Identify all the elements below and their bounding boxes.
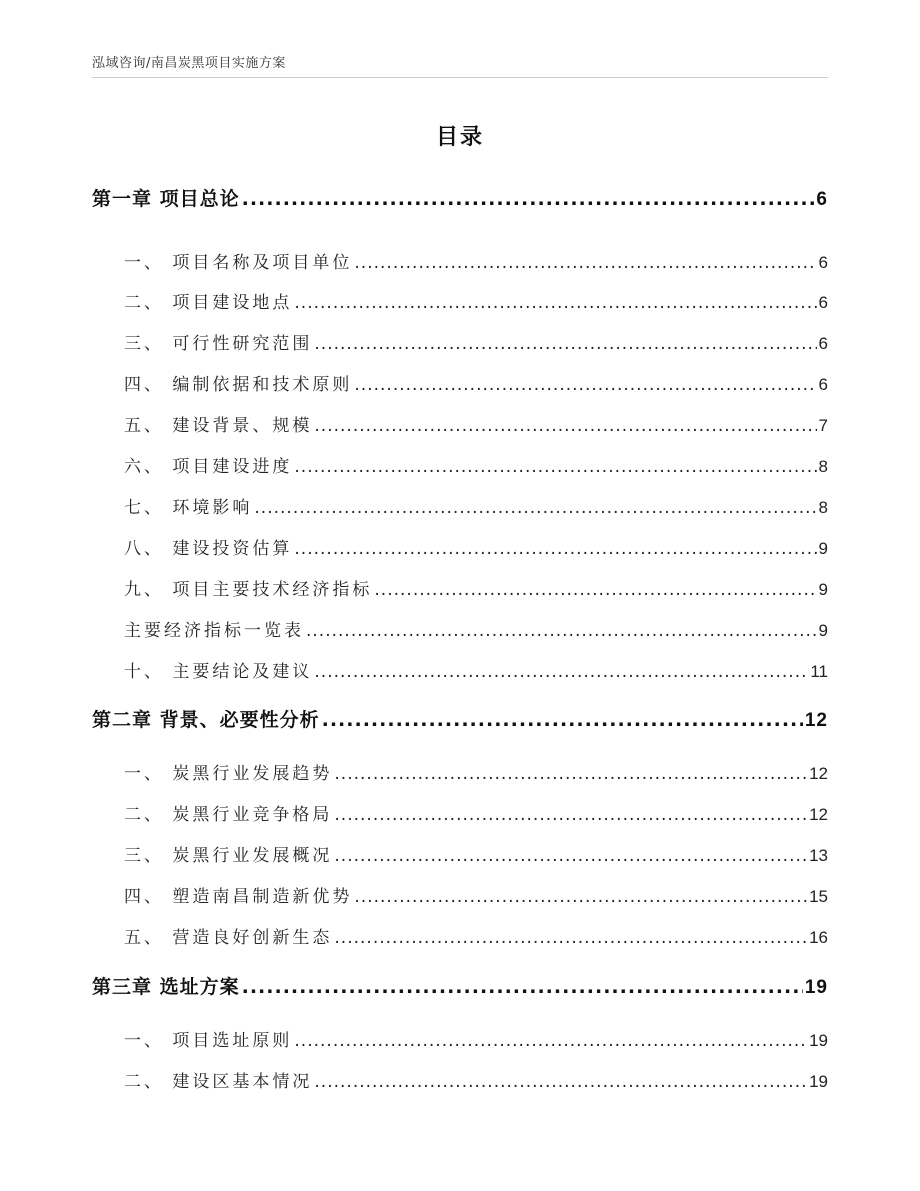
- dot-leader: [314, 334, 816, 354]
- toc-entry-label: 五、 建设背景、规模: [124, 416, 313, 436]
- toc-entry-label: 七、 环境影响: [124, 498, 253, 518]
- toc-entry-label: 二、 项目建设地点: [124, 293, 293, 313]
- toc-page-number: 19: [804, 977, 828, 998]
- dot-leader: [354, 375, 816, 395]
- dot-leader: [254, 498, 816, 518]
- toc-section-2-5[interactable]: [124, 923, 828, 948]
- toc-page-number: 6: [818, 334, 828, 353]
- toc-page-number: 6: [816, 189, 828, 210]
- dot-leader: [374, 580, 816, 600]
- toc-section-1-8[interactable]: [124, 534, 828, 559]
- toc-page-number: 6: [818, 253, 828, 272]
- toc-entry-label: 四、 塑造南昌制造新优势: [124, 887, 353, 907]
- toc-entry-label: 二、 炭黑行业竞争格局: [124, 805, 333, 825]
- dot-leader: [334, 846, 807, 866]
- toc-section-2-3[interactable]: [124, 841, 828, 866]
- toc-entry-label: 六、 项目建设进度: [124, 457, 293, 477]
- toc-page-number: 9: [818, 539, 828, 558]
- toc-page-number: 9: [818, 621, 828, 640]
- toc-entry-label: 一、 项目名称及项目单位: [124, 253, 353, 273]
- toc-entry-label: 三、 可行性研究范围: [124, 334, 313, 354]
- dot-leader: [314, 662, 808, 682]
- toc-entry-label: 一、 炭黑行业发展趋势: [124, 764, 333, 784]
- dot-leader: [322, 709, 803, 731]
- toc-entry-label: 二、 建设区基本情况: [124, 1072, 313, 1092]
- toc-section-3-2[interactable]: [124, 1067, 828, 1092]
- dot-leader: [294, 1031, 807, 1051]
- dot-leader: [242, 976, 803, 998]
- toc-page-number: 19: [809, 1031, 828, 1050]
- dot-leader: [294, 293, 816, 313]
- toc-entry-label: 八、 建设投资估算: [124, 539, 293, 559]
- dot-leader: [314, 1072, 807, 1092]
- dot-leader: [294, 457, 816, 477]
- toc-entry-label: 第一章 项目总论: [92, 188, 240, 210]
- toc-page-number: 16: [809, 928, 828, 947]
- dot-leader: [334, 928, 807, 948]
- toc-entry-label: 十、 主要结论及建议: [124, 662, 313, 682]
- toc-page-number: 12: [809, 805, 828, 824]
- toc-page-number: 7: [818, 416, 828, 435]
- dot-leader: [242, 188, 815, 210]
- dot-leader: [334, 805, 807, 825]
- toc-entry-label: 五、 营造良好创新生态: [124, 928, 333, 948]
- toc-page-number: 12: [809, 764, 828, 783]
- toc-section-2-2[interactable]: [124, 800, 828, 825]
- toc-section-1-4[interactable]: [124, 370, 828, 395]
- toc-page-number: 15: [809, 887, 828, 906]
- toc-section-1-6[interactable]: [124, 452, 828, 477]
- toc-entry-label: 第三章 选址方案: [92, 976, 240, 998]
- toc-section-1-2[interactable]: [124, 288, 828, 313]
- toc-section-1-table[interactable]: [124, 616, 828, 641]
- toc-page-number: 6: [818, 293, 828, 312]
- toc-page-number: 13: [809, 846, 828, 865]
- toc-entry-label: 四、 编制依据和技术原则: [124, 375, 353, 395]
- toc-chapter-1[interactable]: [92, 184, 828, 211]
- toc-section-1-1[interactable]: [124, 248, 828, 273]
- toc-page-number: 9: [818, 580, 828, 599]
- toc-entry-label: 第二章 背景、必要性分析: [92, 709, 320, 731]
- dot-leader: [354, 887, 807, 907]
- dot-leader: [294, 539, 816, 559]
- toc-section-1-3[interactable]: [124, 329, 828, 354]
- toc-page-number: 8: [818, 498, 828, 517]
- toc-page-number: 8: [818, 457, 828, 476]
- toc-chapter-2[interactable]: [92, 705, 828, 732]
- toc-entry-label: 一、 项目选址原则: [124, 1031, 293, 1051]
- toc-section-1-10[interactable]: [124, 657, 828, 682]
- toc-page-number: 19: [809, 1072, 828, 1091]
- toc-section-1-7[interactable]: [124, 493, 828, 518]
- toc-section-1-9[interactable]: [124, 575, 828, 600]
- dot-leader: [314, 416, 816, 436]
- running-header: 泓域咨询/南昌炭黑项目实施方案: [92, 56, 286, 71]
- header-divider: [92, 77, 828, 78]
- dot-leader: [306, 621, 817, 641]
- toc-section-2-4[interactable]: [124, 882, 828, 907]
- toc-section-1-5[interactable]: [124, 411, 828, 436]
- dot-leader: [354, 253, 816, 273]
- toc-entry-label: 三、 炭黑行业发展概况: [124, 846, 333, 866]
- toc-title: 目录: [435, 125, 484, 150]
- toc-page-number: 12: [804, 710, 828, 731]
- toc-section-3-1[interactable]: [124, 1026, 828, 1051]
- toc-entry-label: 九、 项目主要技术经济指标: [124, 580, 373, 600]
- toc-chapter-3[interactable]: [92, 972, 828, 999]
- toc-entry-label: 主要经济指标一览表: [124, 621, 304, 641]
- toc-section-2-1[interactable]: [124, 759, 828, 784]
- dot-leader: [334, 764, 807, 784]
- toc-page-number: 6: [818, 375, 828, 394]
- toc-page-number: 11: [810, 662, 828, 681]
